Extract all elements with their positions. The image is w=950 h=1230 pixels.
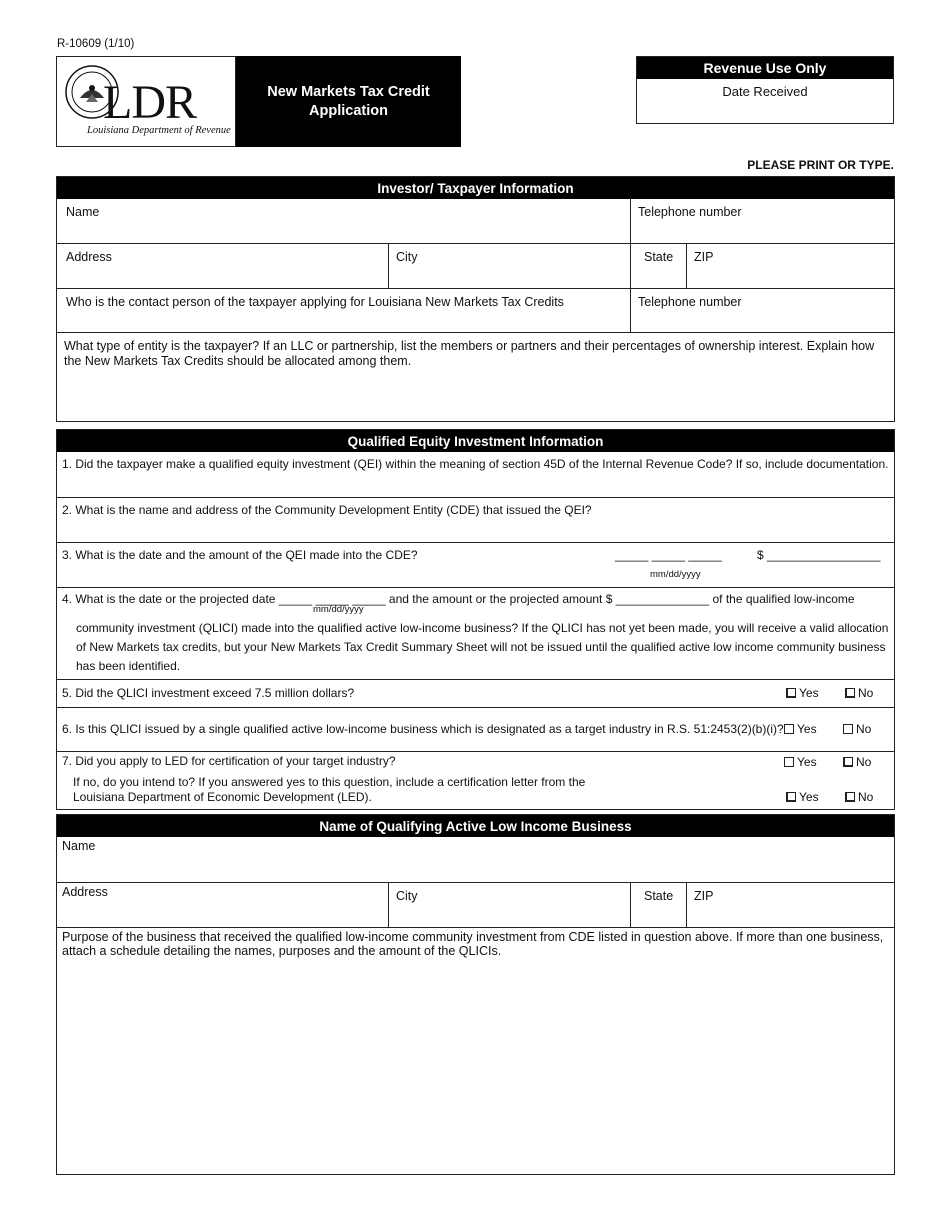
business-state-field[interactable]: State (630, 883, 686, 927)
business-name-field[interactable]: Name (62, 839, 96, 853)
contact-row (57, 288, 894, 332)
address-row (57, 243, 894, 288)
checkbox-icon (843, 724, 853, 734)
qlici-date-format: mm/dd/yyyy (313, 604, 364, 615)
checkbox-icon (784, 757, 794, 767)
question-2-text: 2. What is the name and address of the Community Development Entity (CDE) that issued the QEI? (62, 503, 592, 517)
ldr-logo (56, 56, 236, 147)
qei-amount-blank[interactable]: $ _________________ (757, 548, 881, 562)
taxpayer-city-field[interactable]: City (388, 244, 630, 288)
title-line-2: Application (309, 102, 388, 119)
q7-intend-no-checkbox[interactable]: No (845, 790, 873, 805)
checkbox-icon (845, 688, 855, 698)
question-2[interactable] (57, 497, 894, 542)
taxpayer-address-field[interactable]: Address (66, 250, 112, 264)
qei-section (56, 429, 895, 810)
question-1[interactable] (57, 452, 894, 497)
q5-no-checkbox[interactable]: No (845, 686, 873, 701)
question-6 (57, 707, 894, 751)
business-city-field[interactable]: City (388, 883, 630, 927)
business-heading: Name of Qualifying Active Low Income Business (57, 815, 894, 837)
contact-telephone-field[interactable]: Telephone number (630, 289, 894, 332)
q6-yes-checkbox[interactable]: Yes (784, 722, 817, 737)
checkbox-icon (784, 724, 794, 734)
question-4-continuation: community investment (QLICI) made into the qualified active low-income business? If the QLICI has not yet been made, you will receive a valid allocation of New Markets tax credits, but your New Markets Tax Credit Summary Sheet will not be issued until the qualified active low income community business has been identified. (76, 621, 889, 673)
q7-no-checkbox[interactable]: No (843, 755, 871, 770)
q7-yes-checkbox[interactable]: Yes (784, 755, 817, 770)
investor-section (56, 176, 895, 422)
revenue-use-only-box (636, 56, 894, 124)
revenue-use-only-title: Revenue Use Only (637, 57, 893, 79)
logo-department-name: Louisiana Department of Revenue (87, 125, 231, 136)
taxpayer-name-field[interactable]: Name (66, 205, 100, 219)
checkbox-icon (845, 792, 855, 802)
taxpayer-zip-field[interactable]: ZIP (686, 244, 894, 288)
q6-no-checkbox[interactable]: No (843, 722, 871, 737)
entity-type-field[interactable]: What type of entity is the taxpayer? If an LLC or partnership, list the members or partners and their percentages of ownership interest. Explain how the New Markets Tax Credits should be allocated among them. (64, 339, 875, 368)
name-row (57, 199, 894, 243)
business-address-row (57, 882, 894, 927)
question-4-line1: 4. What is the date or the projected date _____ _____ _____ and the amount or the projected amount $ ______________ of the qualified low-income (62, 592, 855, 606)
checkbox-icon (786, 792, 796, 802)
qei-heading: Qualified Equity Investment Information (57, 430, 894, 452)
investor-heading: Investor/ Taxpayer Information (57, 177, 894, 199)
question-3-text: 3. What is the date and the amount of the QEI made into the CDE? (62, 548, 418, 562)
question-7-text: 7. Did you apply to LED for certification of your target industry? (62, 754, 396, 768)
taxpayer-state-field[interactable]: State (630, 244, 686, 288)
taxpayer-telephone-field[interactable]: Telephone number (630, 199, 894, 243)
business-address-field[interactable]: Address (62, 885, 108, 899)
form-number: R-10609 (1/10) (57, 38, 135, 50)
date-received-label: Date Received (722, 84, 808, 99)
form-title (236, 56, 461, 147)
logo-letters: LDR (103, 76, 196, 129)
checkbox-icon (843, 757, 853, 767)
question-7 (57, 751, 894, 809)
question-3[interactable] (57, 542, 894, 587)
business-section (56, 814, 895, 1175)
business-purpose-field[interactable]: Purpose of the business that received the qualified low-income community investment from CDE listed in question above. If more than one business, attach a schedule detailing the names, purposes and the amount of the QLICIs. (62, 930, 884, 958)
qei-date-blanks[interactable]: _____ _____ _____ (615, 548, 722, 562)
business-name-row (57, 837, 894, 882)
question-5-text: 5. Did the QLICI investment exceed 7.5 million dollars? (62, 686, 355, 700)
question-4[interactable] (57, 587, 894, 679)
question-6-text: 6. Is this QLICI issued by a single qualified active low-income business which is designated as a target industry in R.S. 51:2453(2)(b)(i)? (62, 722, 784, 736)
question-1-text: 1. Did the taxpayer make a qualified equity investment (QEI) within the meaning of section 45D of the Internal Revenue Code? If so, include documentation. (62, 457, 889, 471)
title-line-1: New Markets Tax Credit (267, 83, 430, 100)
print-note: PLEASE PRINT OR TYPE. (747, 158, 894, 172)
business-purpose-row (57, 927, 894, 1175)
entity-row (57, 332, 894, 421)
q5-yes-checkbox[interactable]: Yes (786, 686, 819, 701)
business-zip-field[interactable]: ZIP (686, 883, 894, 927)
checkbox-icon (786, 688, 796, 698)
question-7-followup: If no, do you intend to? If you answered yes to this question, include a certification letter from the Louisiana Department of Economic Development (LED). (73, 775, 586, 804)
contact-person-field[interactable]: Who is the contact person of the taxpayer applying for Louisiana New Markets Tax Credits (66, 295, 564, 309)
question-5 (57, 679, 894, 707)
qei-date-format: mm/dd/yyyy (650, 569, 701, 580)
q7-intend-yes-checkbox[interactable]: Yes (786, 790, 819, 805)
